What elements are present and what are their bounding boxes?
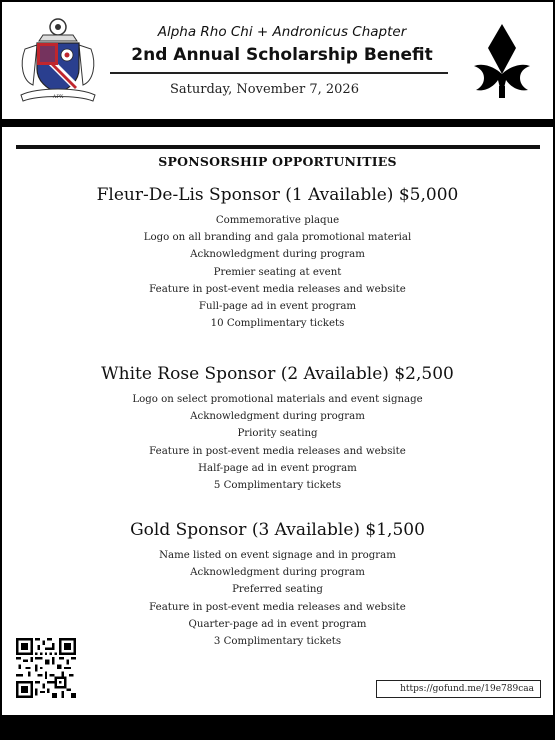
benefit-item: Name listed on event signage and in program [159,550,396,561]
benefit-item: Acknowledgment during program [190,249,365,261]
benefit-item: Logo on select promotional materials and event signage [132,394,423,405]
event-title: 2nd Annual Scholarship Benefit [131,45,433,65]
benefit-item: 5 Complimentary tickets [213,480,342,492]
sponsorship-panel [2,127,553,715]
benefit-item: Acknowledgment during program [190,567,365,579]
benefit-item: Full-page ad in event program [198,301,357,313]
donation-link[interactable]: https://gofund.me/19e789caa [376,680,541,698]
event-date: Saturday, November 7, 2026 [170,82,359,97]
tier-title: Fleur-De-Lis Sponsor (1 Available) $5,000 [96,185,459,205]
benefit-item: Half-page ad in event program [198,462,357,474]
benefit-item: Priority seating [237,428,318,440]
benefit-item: Logo on all branding and gala promotional material [143,232,412,244]
benefit-item: Commemorative plaque [215,215,340,226]
fleur-de-lis-icon [470,22,534,100]
benefit-item: Feature in post-event media releases and website [149,283,406,295]
benefit-item: Feature in post-event media releases and website [149,445,406,457]
header-panel [2,2,553,119]
header-divider [110,72,448,74]
tier-title: White Rose Sponsor (2 Available) $2,500 [101,364,454,384]
qr-code-icon[interactable] [16,638,76,698]
chapter-line: Alpha Rho Chi + Andronicus Chapter [157,24,407,40]
fraternity-crest-icon [17,15,99,105]
benefit-item: Preferred seating [232,584,323,596]
benefit-item: Premier seating at event [213,266,342,278]
section-heading: SPONSORSHIP OPPORTUNITIES [158,154,397,169]
benefit-item: Acknowledgment during program [190,411,365,423]
tier-gold [2,520,553,650]
tier-fleur-de-lis [2,185,553,332]
tier-white-rose [2,364,553,494]
svg-text:ΑΡΧ: ΑΡΧ [52,94,64,100]
benefit-item: Quarter-page ad in event program [188,618,367,630]
benefit-item: 10 Complimentary tickets [210,318,345,330]
benefit-item: Feature in post-event media releases and website [149,601,406,613]
benefit-item: 3 Complimentary tickets [213,636,342,648]
tier-title: Gold Sponsor (3 Available) $1,500 [130,520,425,540]
section-divider [16,145,540,149]
